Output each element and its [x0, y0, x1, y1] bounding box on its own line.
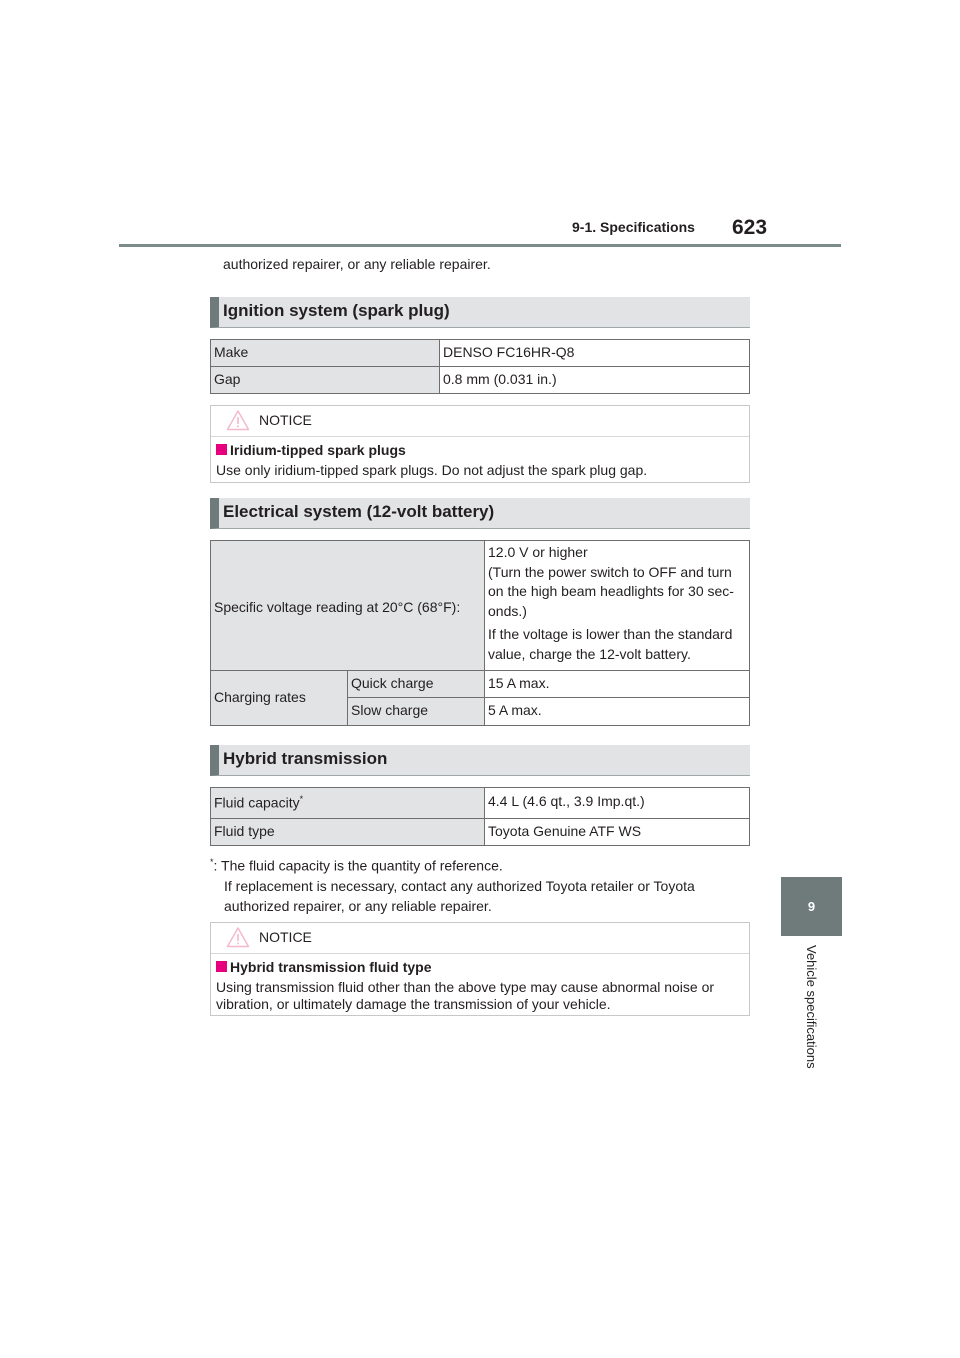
- section-title: 9-1. Specifications: [572, 219, 695, 235]
- footnote: [210, 852, 750, 916]
- warning-triangle-icon: [226, 409, 250, 431]
- footnote-line: [210, 852, 750, 876]
- table-row: [211, 541, 750, 671]
- warning-triangle-icon: [226, 926, 250, 948]
- voltage-note: (Turn the power switch to OFF and turn on the high beam headlights for 30 sec-onds.): [488, 563, 734, 619]
- table-cell-value: 15 A max.: [485, 671, 750, 698]
- footnote-mark: *: [210, 857, 214, 867]
- table-cell-sublabel: Slow charge: [348, 698, 485, 726]
- table-cell-label: [211, 788, 485, 819]
- notice-body: [211, 437, 749, 479]
- table-row: [211, 788, 750, 819]
- fluid-capacity-label: Fluid capacity: [214, 794, 300, 811]
- table-cell-sublabel: Quick charge: [348, 671, 485, 698]
- notice-box: [210, 922, 750, 1016]
- intro-text: authorized repairer, or any reliable repairer.: [223, 256, 491, 272]
- voltage-advice: If the voltage is lower than the standard value, charge the 12-volt battery.: [488, 626, 733, 662]
- square-bullet-icon: [216, 444, 227, 455]
- chapter-label-text: Vehicle specifications: [804, 945, 819, 1069]
- footnote-mark: *: [299, 794, 304, 804]
- table-cell-value: [485, 541, 750, 671]
- table-cell-label: Specific voltage reading at 20°C (68°F):: [211, 541, 485, 671]
- voltage-value: 12.0 V or higher: [488, 544, 588, 560]
- table-cell-label: Gap: [211, 367, 440, 394]
- table-cell-value: 5 A max.: [485, 698, 750, 726]
- footnote-line: If replacement is necessary, contact any authorized Toyota retailer or Toyota: [224, 877, 695, 894]
- footnote-text: : The fluid capacity is the quantity of reference.: [213, 857, 503, 874]
- table-row: [211, 367, 750, 394]
- notice-subtitle-text: Iridium-tipped spark plugs: [230, 442, 406, 458]
- notice-text: Using transmission fluid other than the above type may cause abnormal noise or vibration, or ultimately damage the transmission of your vehicle.: [216, 979, 715, 1012]
- electrical-table: [210, 540, 750, 726]
- table-cell-label: Make: [211, 340, 440, 367]
- notice-text: Use only iridium-tipped spark plugs. Do not adjust the spark plug gap.: [216, 462, 648, 478]
- notice-header: [211, 923, 749, 954]
- table-cell-label: Fluid type: [211, 819, 485, 846]
- notice-body: [211, 954, 749, 1013]
- footnote-line: authorized repairer, or any reliable repairer.: [224, 897, 492, 914]
- table-cell-value: DENSO FC16HR-Q8: [440, 340, 750, 367]
- electrical-heading: Electrical system (12-volt battery): [210, 498, 750, 529]
- table-row: [211, 671, 750, 698]
- hybrid-table: [210, 787, 750, 846]
- ignition-table: [210, 339, 750, 394]
- ignition-heading: Ignition system (spark plug): [210, 297, 750, 328]
- notice-box: [210, 405, 750, 483]
- table-cell-label: Charging rates: [211, 671, 348, 726]
- notice-subtitle: [216, 958, 744, 976]
- notice-title: NOTICE: [259, 412, 312, 428]
- header-rule: [119, 244, 841, 247]
- notice-subtitle-text: Hybrid transmission fluid type: [230, 959, 432, 975]
- table-cell-value: 0.8 mm (0.031 in.): [440, 367, 750, 394]
- notice-header: [211, 406, 749, 437]
- table-cell-value: 4.4 L (4.6 qt., 3.9 Imp.qt.): [485, 788, 750, 819]
- table-cell-value: Toyota Genuine ATF WS: [485, 819, 750, 846]
- notice-subtitle: [216, 441, 744, 459]
- page-number: 623: [732, 216, 768, 239]
- hybrid-heading: Hybrid transmission: [210, 745, 750, 776]
- square-bullet-icon: [216, 961, 227, 972]
- chapter-tab: 9: [781, 877, 842, 936]
- chapter-label: [801, 945, 821, 1095]
- notice-title: NOTICE: [259, 929, 312, 945]
- table-row: [211, 340, 750, 367]
- table-row: [211, 819, 750, 846]
